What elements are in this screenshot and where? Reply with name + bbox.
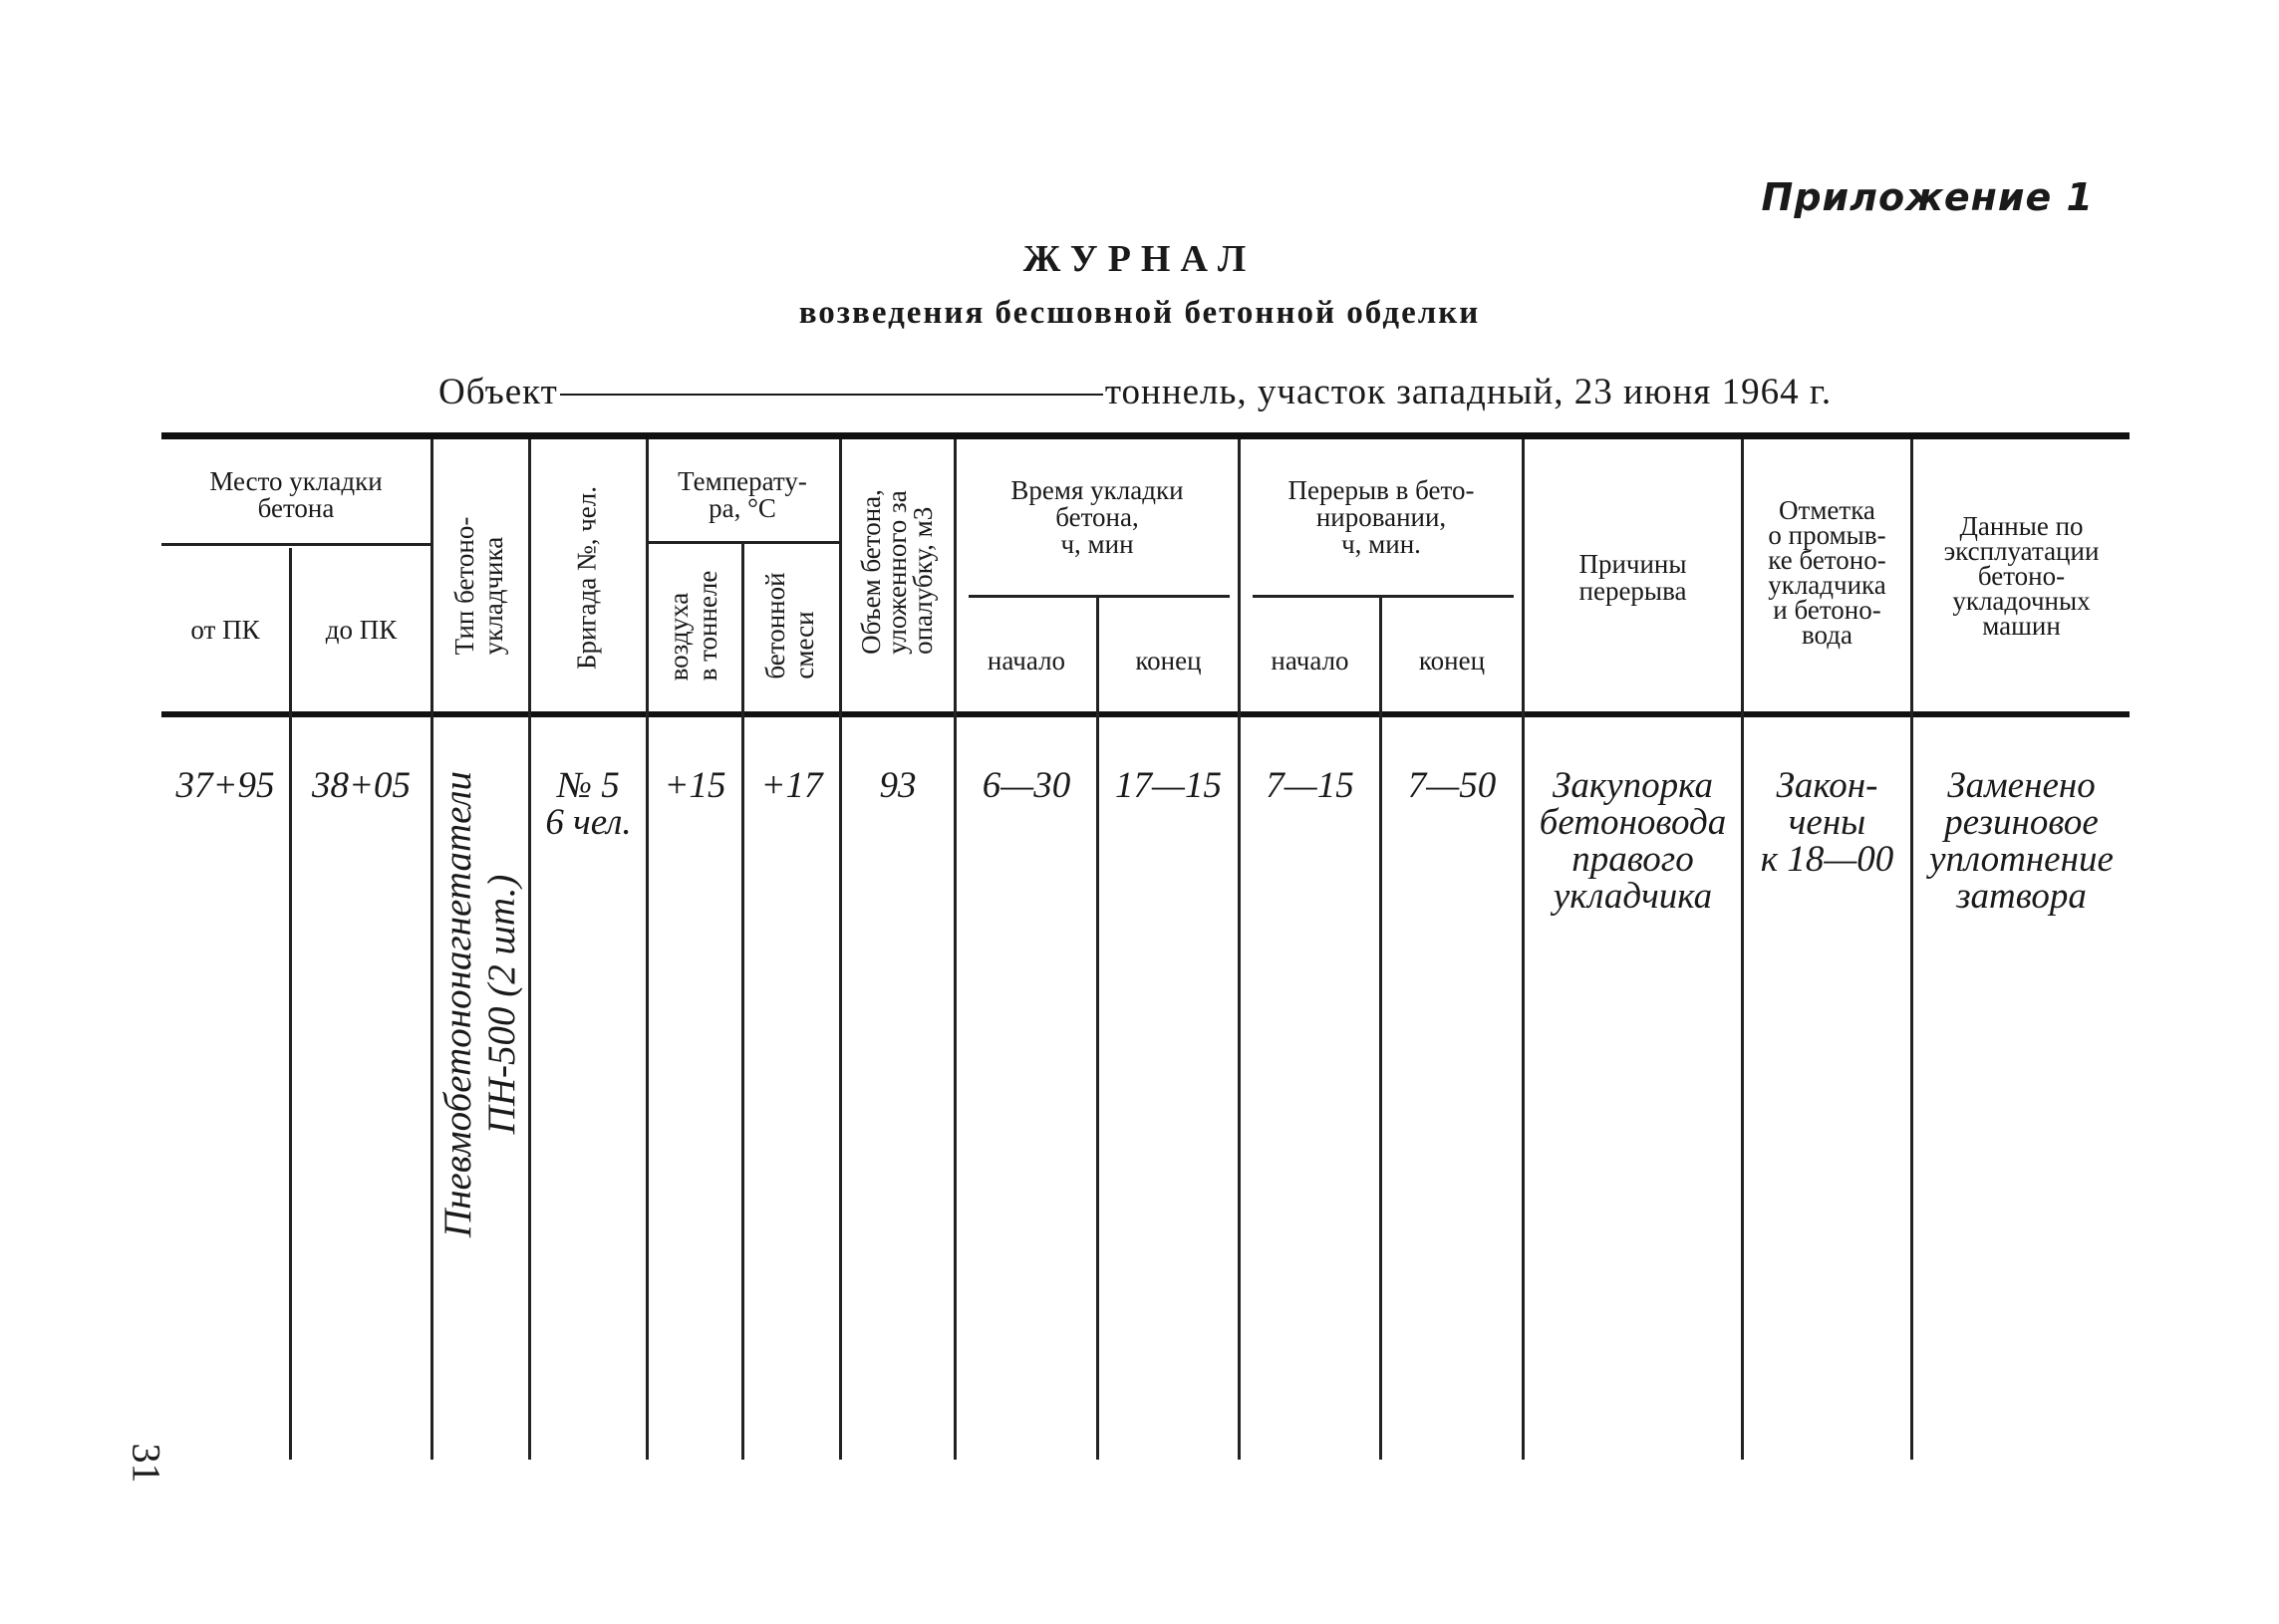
header-place: Место укладки бетона: [209, 466, 383, 523]
header-laying-end: конец: [1135, 645, 1202, 676]
cell-from-pk: 37+95: [175, 765, 275, 806]
col-divider-1: [289, 548, 292, 1460]
cell-break-end: 7—50: [1407, 765, 1497, 806]
object-label: Объект: [438, 372, 558, 412]
journal-title: ЖУРНАЛ: [1022, 238, 1257, 280]
header-placer-type: Тип бетоно- укладчика: [449, 516, 508, 656]
header-operation: Данные по эксплуатации бетоно- укладочных машин: [1943, 510, 2100, 641]
cell-laying-start: 6—30: [982, 765, 1071, 806]
header-break: Перерыв в бето- нировании, ч, мин.: [1287, 474, 1475, 559]
appendix-label: Приложение 1: [1761, 175, 2094, 219]
col-divider-2: [430, 439, 433, 1460]
journal-subtitle: возведения бесшовной бетонной обделки: [798, 295, 1481, 331]
header-washing: Отметка о промыв- ке бетоно- укладчика и бетоно- вода: [1768, 495, 1886, 650]
header-temperature: Температу- ра, °С: [678, 466, 807, 523]
cell-break-start: 7—15: [1266, 765, 1354, 806]
cell-break-reason: Закупорка бетоновода правого укладчика: [1539, 765, 1727, 917]
cell-washing: Закон- чены к 18—00: [1760, 765, 1894, 880]
cell-placer-type: Пневмобетононагнетатели ПН-500 (2 шт.): [436, 771, 523, 1237]
header-temp-air: воздуха в тоннеле: [664, 570, 722, 681]
table-header-bottom-rule: [161, 711, 2130, 717]
laying-time-subheader-rule: [969, 595, 1230, 598]
page-number: 31: [124, 1443, 169, 1484]
header-laying-time: Время укладки бетона, ч, мин: [1010, 474, 1184, 559]
cell-volume: 93: [879, 765, 917, 806]
header-temp-mix: бетонной смеси: [760, 572, 819, 679]
cell-temp-air: +15: [664, 765, 726, 806]
col-divider-5: [741, 543, 744, 1460]
col-divider-9: [1238, 439, 1241, 1460]
object-line: [438, 371, 1832, 413]
header-from-pk: от ПК: [190, 614, 260, 645]
col-divider-7: [954, 439, 957, 1460]
cell-brigade: № 5 6 чел.: [545, 765, 632, 843]
header-break-end: конец: [1418, 645, 1486, 676]
col-divider-4: [646, 439, 649, 1460]
place-subheader-rule: [161, 543, 430, 546]
header-brigade: Бригада №, чел.: [571, 485, 602, 671]
col-divider-3: [528, 439, 531, 1460]
break-subheader-rule: [1253, 595, 1514, 598]
cell-to-pk: 38+05: [312, 765, 411, 806]
header-break-reason: Причины перерыва: [1578, 549, 1687, 606]
object-text: тоннель, участок западный, 23 июня 1964 г.: [1104, 372, 1833, 412]
cell-operation: Заменено резиновое уплотнение затвора: [1929, 765, 2114, 917]
header-to-pk: до ПК: [325, 614, 398, 645]
table-top-rule: [161, 432, 2130, 439]
header-laying-start: начало: [987, 645, 1066, 676]
col-divider-8: [1096, 598, 1099, 1460]
col-divider-10: [1379, 598, 1382, 1460]
object-blank-line: [560, 394, 1103, 396]
cell-laying-end: 17—15: [1115, 765, 1222, 806]
col-divider-6: [839, 439, 842, 1460]
temperature-subheader-rule: [646, 541, 839, 544]
header-break-start: начало: [1271, 645, 1349, 676]
header-volume: Объем бетона, уложенного за опалубку, м3: [856, 489, 938, 655]
cell-temp-mix: +17: [760, 765, 823, 806]
